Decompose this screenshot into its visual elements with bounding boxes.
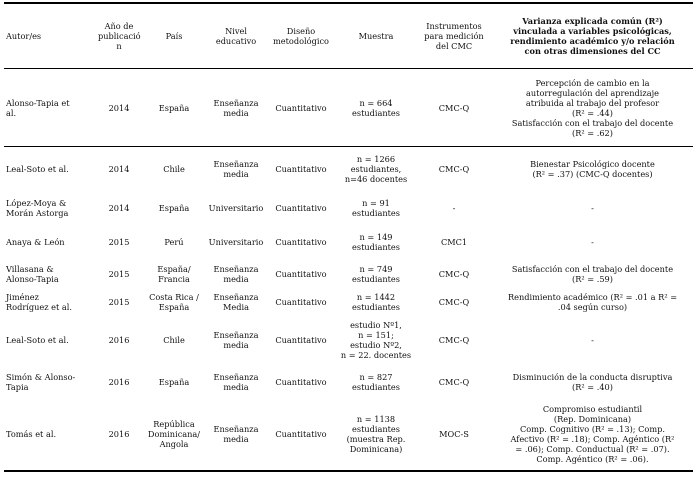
cell-pais: España xyxy=(158,376,190,387)
cell-nivel: Enseñanza Media xyxy=(213,291,259,312)
cell-instrumento: CMC-Q xyxy=(438,163,470,174)
cell-autor: Leal-Soto et al. xyxy=(6,334,69,345)
cell-nivel: Universitario xyxy=(208,202,264,213)
table-row xyxy=(4,399,693,471)
cell-muestra: n = 1442 estudiantes xyxy=(352,291,400,312)
cell-muestra: n = 664 estudiantes xyxy=(336,69,416,147)
cell-instrumento: CMC-Q xyxy=(438,376,470,387)
cell-varianza: - xyxy=(591,236,594,247)
header-muestra: Muestra xyxy=(358,31,394,41)
cell-anio: 2016 xyxy=(108,334,130,345)
cell-varianza: Compromiso estudiantil (Rep. Dominicana) Comp. Cognitivo (R² = .13); Comp. Afectivo (R² = .18); Comp. Agéntico (R² = .06); Comp. Conductual (R² = .07). Comp. Agéntico (R² = .06). xyxy=(492,399,693,471)
cell-anio: 2016 xyxy=(96,399,142,471)
cell-diseno: Cuantitativo xyxy=(275,296,327,307)
cell-varianza: Percepción de cambio en la autorregulación del aprendizaje atribuida al trabajo del profesor (R² = .44) Satisfacción con el trabajo del docente (R² = .62) xyxy=(492,69,693,147)
cell-nivel: Enseñanza media xyxy=(206,399,266,471)
header-row xyxy=(4,3,693,69)
cell-autor: Simón & Alonso- Tapia xyxy=(6,371,76,392)
header-autor: Autor/es xyxy=(6,31,42,41)
cell-varianza: - xyxy=(591,334,594,345)
cell-muestra: estudio Nº1, n = 151; estudio Nº2, n = 22. docentes xyxy=(340,319,412,360)
cell-diseno: Cuantitativo xyxy=(266,69,336,147)
cell-pais: Costa Rica / España xyxy=(149,291,199,312)
header-instrumentos: Instrumentos para medición del CMC xyxy=(424,21,484,51)
header-pais: País xyxy=(165,31,183,41)
cell-pais: España xyxy=(142,69,206,147)
header-anio: Año de publicació n xyxy=(98,21,141,51)
cell-instrumento: CMC-Q xyxy=(438,296,470,307)
header-diseno: Diseño metodológico xyxy=(273,26,329,46)
cell-nivel: Enseñanza media xyxy=(213,158,259,179)
cell-nivel: Universitario xyxy=(208,236,264,247)
cell-diseno: Cuantitativo xyxy=(275,334,327,345)
cell-instrumento: CMC-Q xyxy=(438,268,470,279)
cell-muestra: n = 149 estudiantes xyxy=(352,231,400,252)
cell-muestra: n = 749 estudiantes xyxy=(352,263,400,284)
cell-varianza: - xyxy=(591,202,594,213)
cell-pais: Chile xyxy=(163,163,185,174)
cell-diseno: Cuantitativo xyxy=(275,376,327,387)
cell-diseno: Cuantitativo xyxy=(275,202,327,213)
cell-diseno: Cuantitativo xyxy=(275,268,327,279)
cell-varianza: Bienestar Psicológico docente (R² = .37) (CMC-Q docentes) xyxy=(530,158,655,179)
cell-diseno: Cuantitativo xyxy=(275,236,327,247)
cell-muestra: n = 91 estudiantes xyxy=(352,197,400,218)
studies-table xyxy=(4,2,693,472)
cell-anio: 2015 xyxy=(108,268,130,279)
cell-autor: López-Moya & Morán Astorga xyxy=(6,197,69,218)
cell-muestra: n = 827 estudiantes xyxy=(352,371,400,392)
cell-autor: Alonso-Tapia et al. xyxy=(4,69,96,147)
cell-pais: España/ Francia xyxy=(157,263,191,284)
table-row xyxy=(4,259,693,289)
cell-autor: Jiménez Rodríguez et al. xyxy=(6,291,72,312)
table-row xyxy=(4,191,693,225)
table-row xyxy=(4,289,693,315)
cell-autor: Villasana & Alonso-Tapia xyxy=(6,263,59,284)
cell-autor: Tomás et al. xyxy=(4,399,96,471)
cell-anio: 2016 xyxy=(108,376,130,387)
cell-varianza: Disminución de la conducta disruptiva (R² = .40) xyxy=(512,371,673,392)
table-row xyxy=(4,147,693,191)
cell-muestra: n = 1138 estudiantes (muestra Rep. Dominicana) xyxy=(336,399,416,471)
cell-diseno: Cuantitativo xyxy=(266,399,336,471)
cell-nivel: Enseñanza media xyxy=(213,329,259,350)
cell-diseno: Cuantitativo xyxy=(275,163,327,174)
table-row xyxy=(4,365,693,399)
cell-nivel: Enseñanza media xyxy=(213,371,259,392)
cell-pais: Perú xyxy=(164,236,184,247)
table-row xyxy=(4,225,693,259)
cell-muestra: n = 1266 estudiantes, n=46 docentes xyxy=(344,153,408,184)
cell-varianza: Satisfacción con el trabajo del docente (R² = .59) xyxy=(511,263,674,284)
cell-pais: Chile xyxy=(163,334,185,345)
cell-instrumento: MOC-S xyxy=(416,399,492,471)
cell-nivel: Enseñanza media xyxy=(206,69,266,147)
cell-instrumento: CMC1 xyxy=(440,236,468,247)
cell-pais: España xyxy=(158,202,190,213)
table-row xyxy=(4,69,693,147)
cell-anio: 2014 xyxy=(108,163,130,174)
cell-anio: 2015 xyxy=(108,236,130,247)
cell-anio: 2015 xyxy=(108,296,130,307)
cell-pais: República Dominicana/ Angola xyxy=(142,399,206,471)
header-nivel: Nivel educativo xyxy=(215,26,257,46)
cell-instrumento: CMC-Q xyxy=(438,334,470,345)
cell-instrumento: - xyxy=(452,202,456,213)
cell-anio: 2014 xyxy=(96,69,142,147)
cell-instrumento: CMC-Q xyxy=(416,69,492,147)
cell-autor: Anaya & León xyxy=(6,236,65,247)
cell-varianza: Rendimiento académico (R² = .01 a R² = .04 según curso) xyxy=(507,291,678,312)
cell-nivel: Enseñanza media xyxy=(213,263,259,284)
table-row xyxy=(4,315,693,365)
header-varianza: Varianza explicada común (R²) vinculada a variables psicológicas, rendimiento académico y/o relación con otras dimensiones del CC xyxy=(510,16,675,56)
cell-autor: Leal-Soto et al. xyxy=(6,163,69,174)
cell-anio: 2014 xyxy=(108,202,130,213)
